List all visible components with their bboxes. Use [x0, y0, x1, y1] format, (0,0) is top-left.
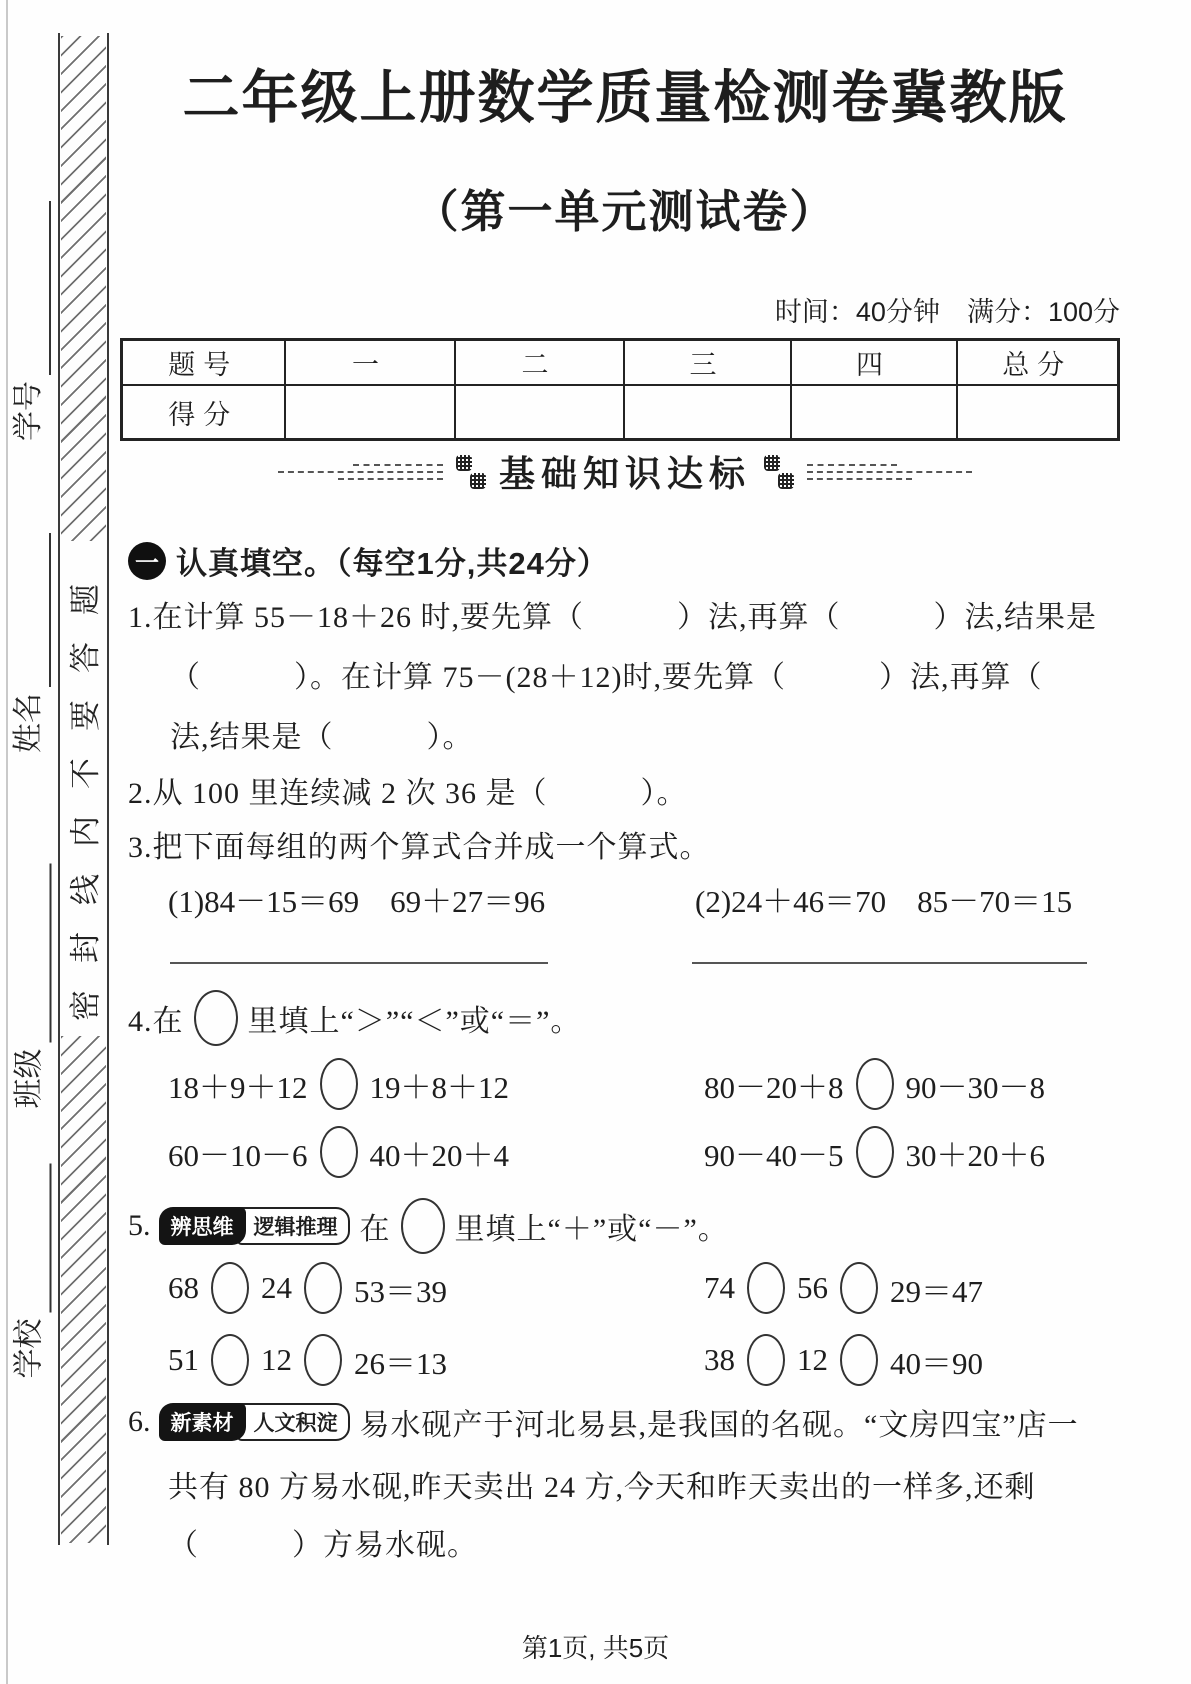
answer-circle	[320, 1126, 358, 1178]
score-row-label: 得分	[122, 385, 285, 440]
section-number-badge: 一	[128, 542, 166, 580]
question-5-suffix: 里填上“＋”或“－”。	[454, 1213, 729, 1246]
banner-title: 基础知识达标	[498, 453, 751, 494]
question-5-row-1-right	[704, 1262, 983, 1314]
section-title: 认真填空。（每空1分,共24分）	[176, 546, 609, 581]
question-1-line-2: （ ）。在计算 75－(28＋12)时,要先算（ ）法,再算（	[170, 661, 1043, 694]
score-cell	[791, 385, 957, 440]
operand: 74	[704, 1270, 735, 1305]
answer-circle	[747, 1262, 785, 1314]
operand: 53＝39	[354, 1273, 447, 1309]
score-cell	[285, 385, 455, 440]
question-4-row-2-left	[168, 1126, 509, 1178]
question-4-row-1-right	[704, 1058, 1045, 1110]
operand: 51	[168, 1342, 199, 1377]
page-subtitle: （第一单元测试卷）	[413, 186, 837, 237]
banner-right-leaf-icon	[764, 455, 794, 489]
answer-circle	[304, 1334, 342, 1386]
answer-circle	[211, 1334, 249, 1386]
question-1-line-3: 法,结果是（ ）。	[170, 721, 474, 754]
expression: 40＋20＋4	[369, 1137, 509, 1173]
answer-circle	[320, 1058, 358, 1110]
page-title: 二年级上册数学质量检测卷冀教版	[182, 66, 1068, 130]
banner-left-leaf-icon	[456, 455, 486, 489]
question-5-row-1-left	[168, 1262, 447, 1314]
operand: 12	[261, 1342, 292, 1377]
score-table-header-cell: 题号	[122, 340, 285, 386]
name-blank-line	[13, 533, 51, 687]
logic-reasoning-badge: 逻辑推理	[236, 1207, 350, 1245]
question-5-number: 5.	[128, 1209, 151, 1242]
answer-circle	[840, 1334, 878, 1386]
question-6-number: 6.	[128, 1405, 151, 1438]
question-1-line-1: 1.在计算 55－18＋26 时,要先算（ ）法,再算（ ）法,结果是	[128, 601, 1097, 634]
operand: 26＝13	[354, 1345, 447, 1381]
time-score-info: 时间：40分钟 满分：100分	[774, 297, 1120, 327]
score-table-header-cell: 三	[624, 340, 791, 386]
question-3-text: 3.把下面每组的两个算式合并成一个算式。	[128, 831, 711, 864]
culture-badge: 人文积淀	[236, 1403, 350, 1441]
operand: 40＝90	[890, 1345, 983, 1381]
score-table-header-cell: 一	[285, 340, 455, 386]
expression: 90－30－8	[905, 1069, 1045, 1105]
seal-strip-right-line	[107, 33, 109, 1545]
answer-circle	[194, 990, 238, 1046]
class-label: 班级	[12, 1048, 46, 1109]
score-cell	[957, 385, 1119, 440]
expression: 90－40－5	[704, 1137, 844, 1173]
student-id-label: 学号	[12, 381, 45, 441]
answer-circle	[401, 1198, 445, 1254]
question-3-answer-line-2	[692, 962, 1087, 964]
banner-left-ornament	[278, 464, 443, 480]
answer-circle	[840, 1262, 878, 1314]
expression: 18＋9＋12	[168, 1069, 308, 1105]
answer-circle	[211, 1262, 249, 1314]
question-4-row-1-left	[168, 1058, 509, 1110]
school-label: 学校	[12, 1318, 46, 1379]
question-3-answer-line-1	[170, 962, 548, 964]
question-6-line-1	[128, 1400, 1079, 1444]
question-5-row-2-right	[704, 1334, 983, 1386]
student-id-blank-line	[13, 201, 51, 375]
score-table-score-row	[122, 385, 1119, 440]
question-2-text: 2.从 100 里连续减 2 次 36 是（ ）。	[128, 777, 688, 810]
score-table-header-row	[122, 340, 1119, 386]
score-cell	[455, 385, 624, 440]
score-table-header-cell: 四	[791, 340, 957, 386]
score-table-header-cell: 二	[455, 340, 624, 386]
operand: 12	[797, 1342, 828, 1377]
seal-strip-hatch-top	[61, 36, 106, 541]
answer-circle	[304, 1262, 342, 1314]
page-number: 第1页, 共5页	[521, 1633, 670, 1663]
operand: 38	[704, 1342, 735, 1377]
score-table	[120, 338, 1120, 441]
score-cell	[624, 385, 791, 440]
expression: 30＋20＋6	[905, 1137, 1045, 1173]
question-3-group-1: (1)84－15＝69 69＋27＝96	[168, 884, 546, 919]
expression: 60－10－6	[168, 1137, 308, 1173]
question-5-prefix: 在	[359, 1213, 391, 1246]
new-material-badge: 新素材	[159, 1403, 246, 1441]
question-6-text: 易水砚产于河北易县,是我国的名砚。“文房四宝”店一	[359, 1409, 1079, 1442]
question-4-suffix: 里填上“＞”“＜”或“＝”。	[247, 1005, 582, 1038]
question-6-line-3: （ ）方易水砚。	[168, 1529, 478, 1562]
section-banner	[120, 446, 1130, 497]
question-6-line-2: 共有 80 方易水砚,昨天卖出 24 方,今天和昨天卖出的一样多,还剩	[168, 1471, 1036, 1504]
seal-strip-hatch-bottom	[61, 1036, 106, 1543]
expression: 80－20＋8	[704, 1069, 844, 1105]
operand: 56	[797, 1270, 828, 1305]
answer-circle	[856, 1126, 894, 1178]
score-table-header-cell: 总分	[957, 340, 1119, 386]
thinking-skill-badge: 辨思维	[159, 1207, 246, 1245]
answer-circle	[747, 1334, 785, 1386]
operand: 68	[168, 1270, 199, 1305]
school-blank-line	[14, 1164, 52, 1313]
section-one-heading	[128, 538, 609, 583]
question-5-row-2-left	[168, 1334, 447, 1386]
answer-circle	[856, 1058, 894, 1110]
operand: 29＝47	[890, 1273, 983, 1309]
seal-warning-text: 密封线内不要答题	[68, 557, 103, 1021]
operand: 24	[261, 1270, 292, 1305]
banner-right-ornament	[807, 464, 972, 480]
expression: 19＋8＋12	[369, 1069, 509, 1105]
name-label: 姓名	[12, 693, 45, 753]
question-4-row-2-right	[704, 1126, 1045, 1178]
question-3-group-2: (2)24＋46＝70 85－70＝15	[695, 884, 1073, 919]
question-4-heading	[128, 990, 581, 1046]
question-4-prefix: 4.在	[128, 1005, 184, 1038]
question-5-heading	[128, 1198, 729, 1254]
class-blank-line	[14, 864, 52, 1043]
